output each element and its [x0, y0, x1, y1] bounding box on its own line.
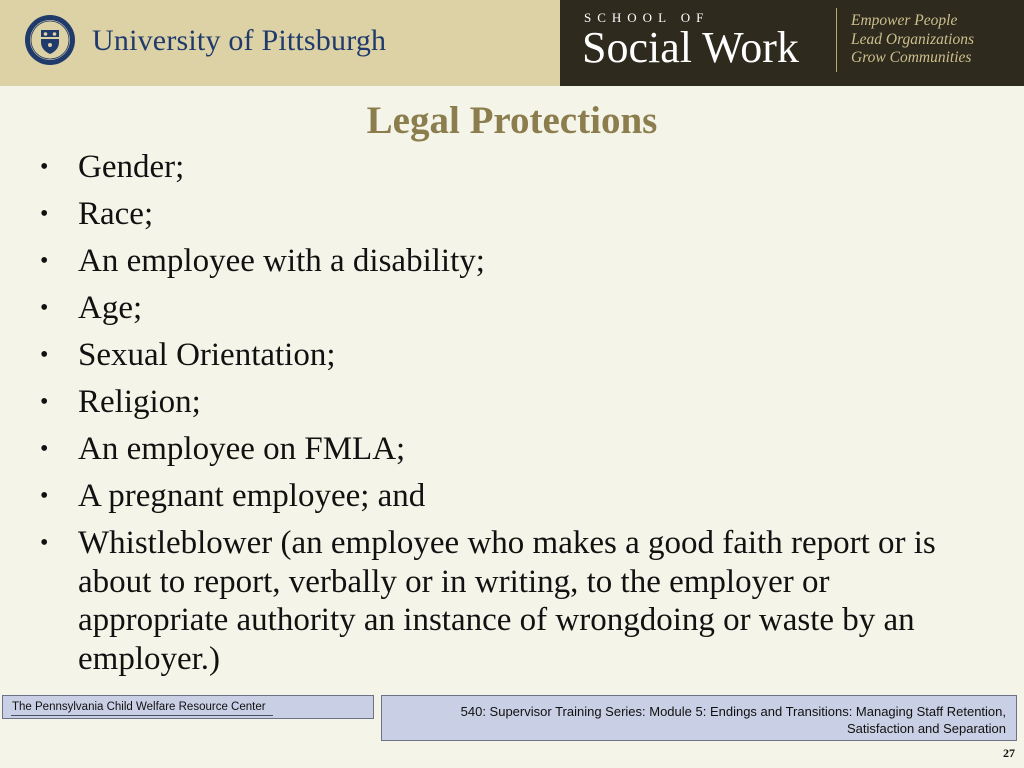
bullet-marker: • — [40, 530, 49, 556]
bullet-text: An employee with a disability; — [78, 243, 485, 279]
bullet-marker: • — [40, 436, 49, 462]
page-number: 27 — [1003, 746, 1015, 760]
bullet-list — [38, 148, 978, 687]
tagline-line-3: Grow Communities — [851, 49, 972, 66]
bullet-item — [38, 430, 978, 469]
footer-course-line-1: 540: Supervisor Training Series: Module 5: Endings and Transitions: Managing Staff Retention, — [460, 704, 1006, 719]
footer-organization-name: The Pennsylvania Child Welfare Resource Center — [12, 701, 266, 713]
bullet-marker: • — [40, 248, 49, 274]
bullet-text: Gender; — [78, 149, 185, 185]
bullet-item — [38, 336, 978, 375]
footer-course-line-2: Satisfaction and Separation — [847, 721, 1006, 736]
footer-organization-box — [2, 695, 374, 719]
bullet-text: Whistleblower (an employee who makes a good faith report or is about to report, verbally or in writing, to the employer or appropriate authority an instance of wrongdoing or waste by an employer.) — [78, 525, 936, 677]
bullet-marker: • — [40, 295, 49, 321]
university-seal-icon — [24, 14, 76, 66]
bullet-item — [38, 242, 978, 281]
school-label-main: Social Work — [582, 23, 799, 72]
bullet-item — [38, 289, 978, 328]
school-tagline — [851, 12, 974, 68]
bullet-text: Sexual Orientation; — [78, 337, 336, 373]
footer-course-box — [381, 695, 1017, 741]
school-label-top: SCHOOL OF — [584, 10, 710, 25]
bullet-item — [38, 383, 978, 422]
bullet-text: An employee on FMLA; — [78, 431, 406, 467]
tagline-line-2: Lead Organizations — [851, 30, 975, 48]
bullet-text: A pregnant employee; and — [78, 478, 426, 514]
bullet-marker: • — [40, 154, 49, 180]
bullet-item — [38, 477, 978, 516]
slide-title: Legal Protections — [366, 99, 658, 142]
bullet-marker: • — [40, 201, 49, 227]
bullet-item — [38, 148, 978, 187]
footer-underline — [11, 715, 273, 716]
tagline-line-1: Empower People — [851, 12, 958, 29]
bullet-text: Race; — [78, 196, 154, 232]
bullet-text: Age; — [78, 290, 143, 326]
bullet-marker: • — [40, 389, 49, 415]
bullet-marker: • — [40, 483, 49, 509]
bullet-item — [38, 524, 978, 678]
bullet-text: Religion; — [78, 384, 201, 420]
bullet-marker: • — [40, 342, 49, 368]
bullet-item — [38, 195, 978, 234]
university-name: University of Pittsburgh — [92, 24, 387, 57]
header-divider — [836, 8, 837, 72]
